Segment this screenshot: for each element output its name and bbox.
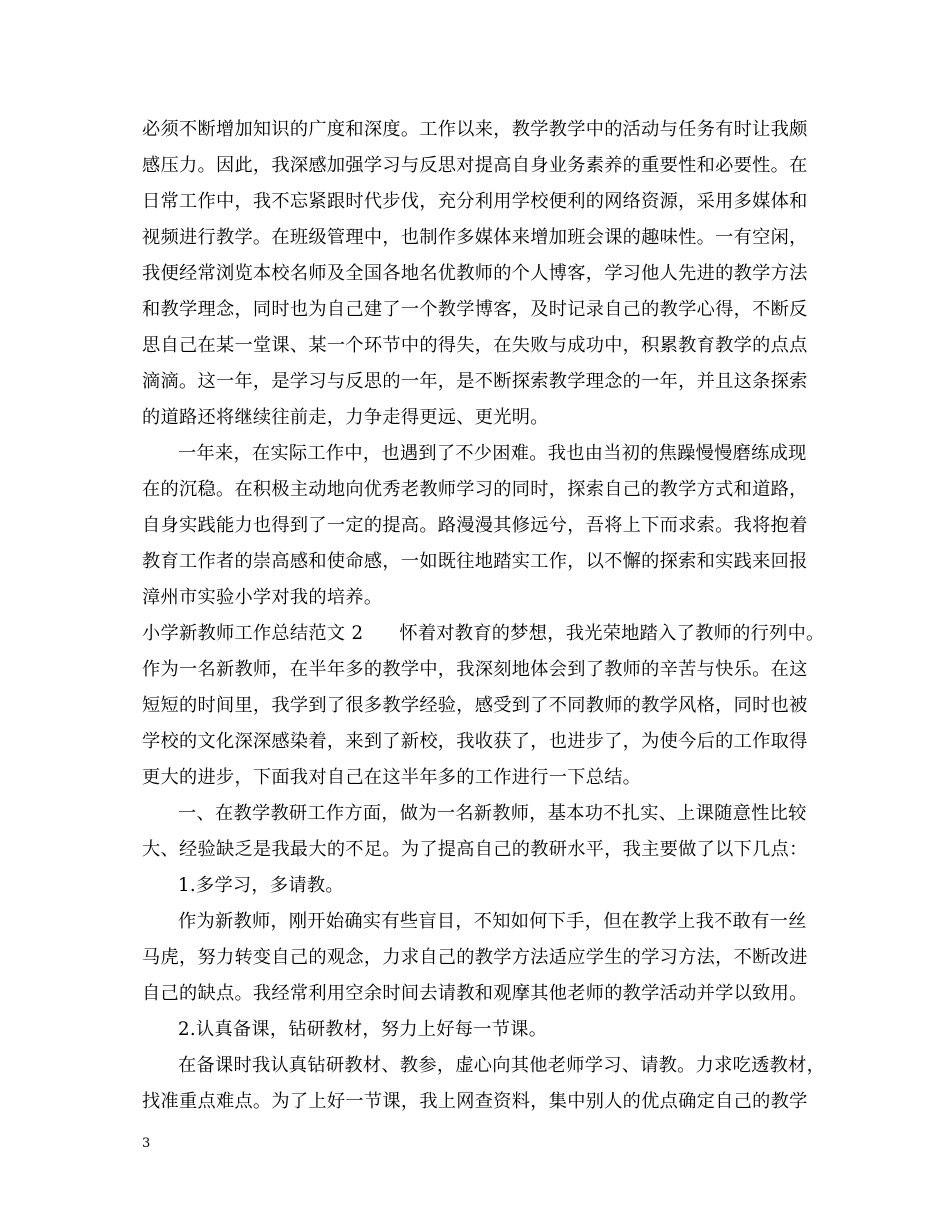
text-line: 作为一名新教师，在半年多的教学中，我深刻地体会到了教师的辛苦与快乐。在这 [142,659,808,680]
text-line: 马虎，努力转变自己的观念，力求自己的教学方法适应学生的学习方法，不断改进 [142,947,808,968]
text-line: 自身实践能力也得到了一定的提高。路漫漫其修远兮，吾将上下而求索。我将抱着 [142,515,808,536]
text-line: 感压力。因此，我深感加强学习与反思对提高自身业务素养的重要性和必要性。在 [142,155,808,176]
text-line: 日常工作中，我不忘紧跟时代步伐，充分利用学校便利的网络资源，采用多媒体和 [142,191,808,212]
text-line: 教育工作者的崇高感和使命感，一如既往地踏实工作，以不懈的探索和实践来回报 [142,551,808,572]
text-line: 必须不断增加知识的广度和深度。工作以来，教学教学中的活动与任务有时让我颇 [142,119,808,140]
section-heading-line [142,616,842,652]
text-line: 滴滴。这一年，是学习与反思的一年，是不断探索教学理念的一年，并且这条探索 [142,371,808,392]
text-line: 视频进行教学。在班级管理中，也制作多媒体来增加班会课的趣味性。一有空闲， [142,227,808,248]
text-line: 自己的缺点。我经常利用空余时间去请教和观摩其他老师的教学活动并学以致用。 [142,983,808,1004]
text-line: 一年来，在实际工作中，也遇到了不少困难。我也由当初的焦躁慢慢磨练成现 [178,443,807,464]
list-item: 1.多学习，多请教。 [178,875,344,896]
text-line: 和教学理念，同时也为自己建了一个教学博客，及时记录自己的教学心得，不断反 [142,299,808,320]
text-line: 漳州市实验小学对我的培养。 [142,587,383,608]
text-line: 在的沉稳。在积极主动地向优秀老教师学习的同时，探索自己的教学方式和道路， [142,479,808,500]
text-line: 更大的进步，下面我对自己在这半年多的工作进行一下总结。 [142,767,642,788]
list-item: 2.认真备课，钻研教材，努力上好每一节课。 [178,1019,548,1040]
text-line: 短短的时间里，我学到了很多教学经验，感受到了不同教师的教学风格，同时也被 [142,695,808,716]
body-text [142,112,842,1120]
text-line: 一、在教学教研工作方面，做为一名新教师，基本功不扎实、上课随意性比较 [178,803,807,824]
text-line: 作为新教师，刚开始确实有些盲目，不知如何下手，但在教学上我不敢有一丝 [178,911,807,932]
text-line: 找准重点难点。为了上好一节课，我上网查资料，集中别人的优点确定自己的教学 [142,1091,808,1112]
text-line: 我便经常浏览本校名师及全国各地名优教师的个人博客，学习他人先进的教学方法 [142,263,808,284]
text-line: 在备课时我认真钻研教材、教参，虚心向其他老师学习、请教。力求吃透教材， [178,1055,826,1076]
page-number: 3 [142,1136,151,1151]
text-line: 的道路还将继续往前走，力争走得更远、更光明。 [142,407,549,428]
text-line: 学校的文化深深感染着，来到了新校，我收获了，也进步了，为使今后的工作取得 [142,731,808,752]
text-line: 思自己在某一堂课、某一个环节中的得失，在失败与成功中，积累教育教学的点点 [142,335,808,356]
section-heading-continuation: 怀着对教育的梦想，我光荣地踏入了教师的行列中。 [399,623,825,644]
section-heading-title: 小学新教师工作总结范文 2 [142,623,364,644]
text-line: 大、经验缺乏是我最大的不足。为了提高自己的教研水平，我主要做了以下几点： [142,839,808,860]
